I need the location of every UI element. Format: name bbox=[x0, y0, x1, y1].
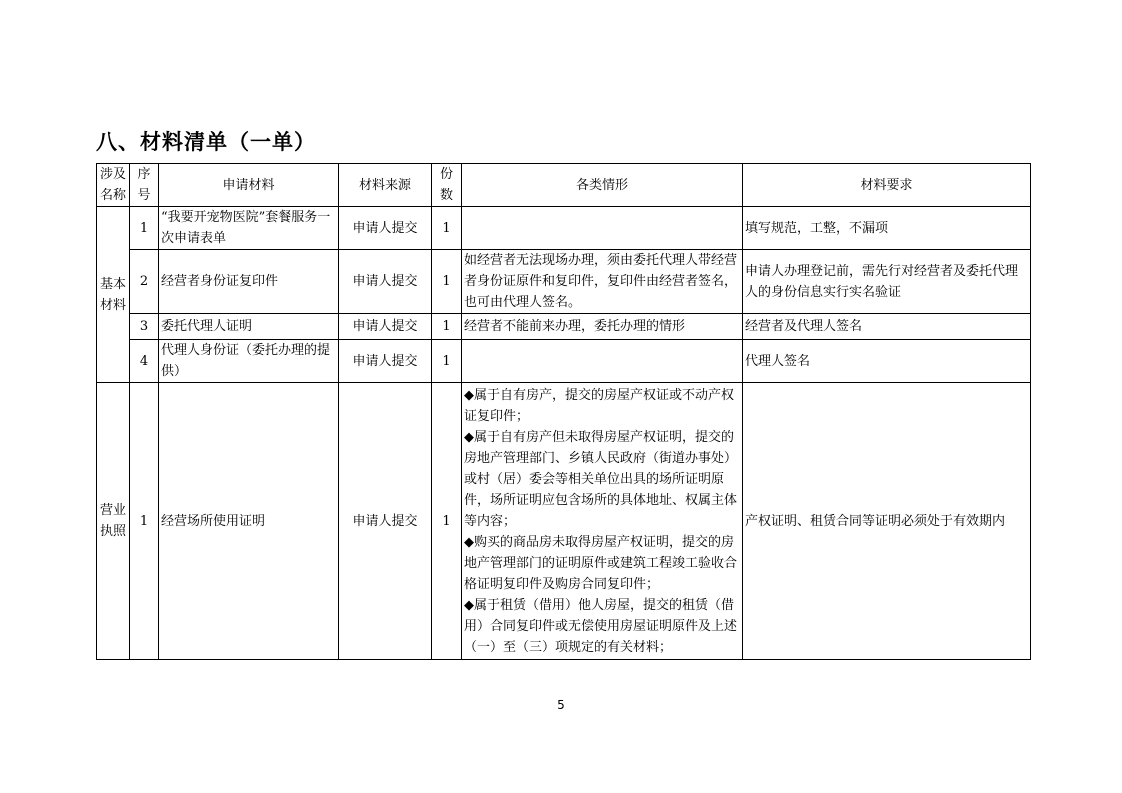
situation-item: ◆属于自有房产但未取得房屋产权证明，提交的房地产管理部门、乡镇人民政府（街道办事处）或村（居）委会等相关单位出具的场所证明原件，场所证明应包含场所的具体地址、权属主体等内容； bbox=[464, 429, 738, 529]
group-business-license bbox=[97, 383, 130, 660]
row-requirement: 申请人办理登记前，需先行对经营者及委托代理人的身份信息实行实名验证 bbox=[743, 250, 1031, 314]
row-source: 申请人提交 bbox=[339, 207, 432, 250]
row-seq: 1 bbox=[130, 207, 159, 250]
row-situation: 如经营者无法现场办理，须由委托代理人带经营者身份证原件和复印件，复印件由经营者签名，也可由代理人签名。 bbox=[462, 250, 743, 314]
header-seq: 序号 bbox=[130, 164, 159, 207]
row-material: 代理人身份证（委托办理的提供） bbox=[159, 340, 339, 383]
row-material: “我要开宠物医院”套餐服务一次申请表单 bbox=[159, 207, 339, 250]
row-copies: 1 bbox=[432, 340, 462, 383]
section-title: 八、材料清单（一单） bbox=[96, 130, 316, 154]
header-category-line2: 名称 bbox=[99, 188, 126, 203]
row-copies: 1 bbox=[432, 207, 462, 250]
group-license-line2: 执照 bbox=[99, 524, 126, 539]
header-category-line1: 涉及 bbox=[99, 167, 126, 182]
table-row bbox=[97, 250, 1031, 314]
header-copies: 份数 bbox=[432, 164, 462, 207]
page-number: 5 bbox=[557, 698, 565, 712]
group-basic-materials bbox=[97, 207, 130, 383]
row-material: 经营场所使用证明 bbox=[159, 383, 339, 660]
header-situation: 各类情形 bbox=[462, 164, 743, 207]
row-seq: 3 bbox=[130, 314, 159, 340]
table-row bbox=[97, 314, 1031, 340]
row-situation: 经营者不能前来办理，委托办理的情形 bbox=[462, 314, 743, 340]
situation-item: ◆属于租赁（借用）他人房屋，提交的租赁（借用）合同复印件或无偿使用房屋证明原件及上述（一）至（三）项规定的有关材料； bbox=[464, 597, 738, 655]
row-source: 申请人提交 bbox=[339, 383, 432, 660]
row-situation bbox=[462, 207, 743, 250]
row-situation bbox=[462, 340, 743, 383]
situation-item: ◆属于自有房产，提交的房屋产权证或不动产权证复印件； bbox=[464, 387, 734, 424]
row-seq: 4 bbox=[130, 340, 159, 383]
row-material: 委托代理人证明 bbox=[159, 314, 339, 340]
row-seq: 2 bbox=[130, 250, 159, 314]
group-basic-line2: 材料 bbox=[99, 297, 126, 313]
table-row bbox=[97, 340, 1031, 383]
row-requirement: 代理人签名 bbox=[743, 340, 1031, 383]
row-source: 申请人提交 bbox=[339, 340, 432, 383]
header-material: 申请材料 bbox=[159, 164, 339, 207]
group-license-line1: 营业 bbox=[99, 503, 126, 518]
row-copies: 1 bbox=[432, 314, 462, 340]
row-copies: 1 bbox=[432, 383, 462, 660]
row-material: 经营者身份证复印件 bbox=[159, 250, 339, 314]
table-row bbox=[97, 383, 1031, 660]
row-requirement: 填写规范，工整，不漏项 bbox=[743, 207, 1031, 250]
row-requirement: 产权证明、租赁合同等证明必须处于有效期内 bbox=[743, 383, 1031, 660]
materials-table bbox=[96, 163, 1031, 660]
header-row bbox=[97, 164, 1031, 207]
row-situation bbox=[462, 383, 743, 660]
table-row bbox=[97, 207, 1031, 250]
row-requirement: 经营者及代理人签名 bbox=[743, 314, 1031, 340]
header-category bbox=[97, 164, 130, 207]
group-basic-line1: 基本 bbox=[99, 276, 126, 292]
header-requirement: 材料要求 bbox=[743, 164, 1031, 207]
header-source: 材料来源 bbox=[339, 164, 432, 207]
row-seq: 1 bbox=[130, 383, 159, 660]
row-source: 申请人提交 bbox=[339, 314, 432, 340]
row-copies: 1 bbox=[432, 250, 462, 314]
row-source: 申请人提交 bbox=[339, 250, 432, 314]
situation-item: ◆购买的商品房未取得房屋产权证明，提交的房地产管理部门的证明原件或建筑工程竣工验收合格证明复印件及购房合同复印件； bbox=[464, 534, 738, 592]
